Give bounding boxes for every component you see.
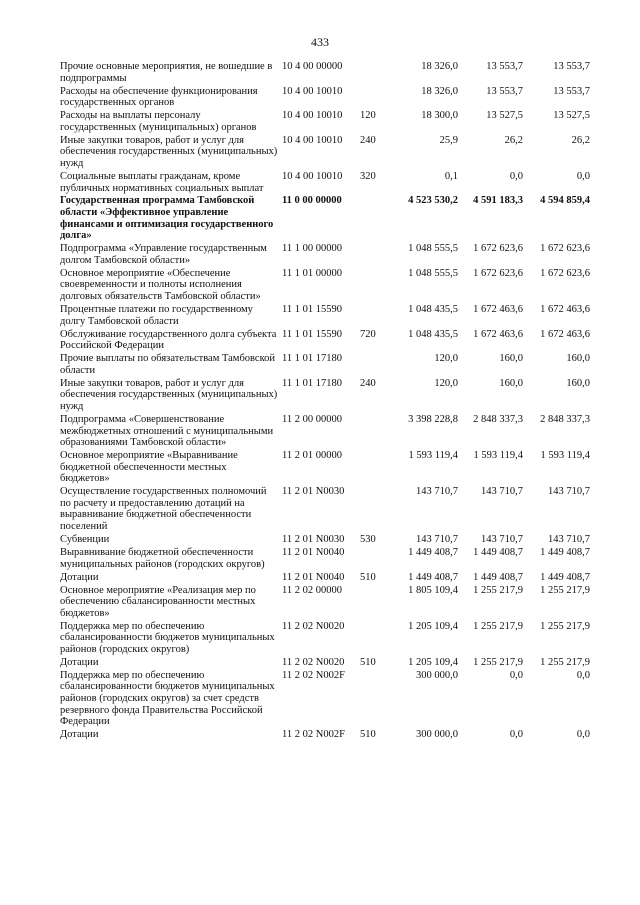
row-amount-year-1: 25,9 <box>439 134 458 146</box>
row-amount-year-2: 13 553,7 <box>486 85 523 97</box>
row-amount-year-2: 143 710,7 <box>481 534 523 546</box>
row-name: Прочие основные мероприятия, не вошедшие в подпрограммы <box>60 61 273 84</box>
row-name: Осуществление государственных полномочий по расчету и предоставлению дотаций на выравнивание бюджетной обеспеченности поселений <box>60 486 267 533</box>
row-expense-type: 510 <box>360 656 376 668</box>
row-name: Подпрограмма «Совершенствование межбюджетных отношений с муниципальными образованиями Тамбовской области» <box>60 413 274 449</box>
row-target-code: 11 2 02 N0020 <box>282 656 345 668</box>
row-amount-year-1: 143 710,7 <box>416 534 458 546</box>
row-amount-year-2: 1 672 623,6 <box>473 243 523 255</box>
row-target-code: 10 4 00 10010 <box>282 170 343 182</box>
row-name: Обслуживание государственного долга субъекта Российской Федерации <box>60 328 277 352</box>
row-expense-type <box>360 450 386 486</box>
row-amount-year-3: 1 255 217,9 <box>540 620 590 632</box>
row-amount-year-1: 1 205 109,4 <box>408 656 458 668</box>
table-row <box>60 729 590 742</box>
row-name: Подпрограмма «Управление государственным долгом Тамбовской области» <box>60 243 267 266</box>
row-amount-year-3: 1 672 623,6 <box>540 267 590 279</box>
row-amount-year-1: 143 710,7 <box>416 486 458 498</box>
row-expense-type <box>360 414 386 450</box>
row-expense-type <box>360 61 386 86</box>
row-amount-year-3: 1 672 463,6 <box>540 304 590 315</box>
row-target-code: 11 2 02 00000 <box>282 584 342 596</box>
row-amount-year-3: 0,0 <box>576 729 590 741</box>
table-row <box>60 534 590 547</box>
row-expense-type: 240 <box>360 377 376 389</box>
row-name: Дотации <box>60 729 99 741</box>
row-amount-year-3: 4 594 859,4 <box>540 195 590 207</box>
row-amount-year-1: 120,0 <box>434 377 458 389</box>
row-amount-year-1: 3 398 228,8 <box>408 413 458 425</box>
row-amount-year-1: 1 593 119,4 <box>408 450 458 462</box>
table-row <box>60 86 590 111</box>
row-expense-type: 510 <box>360 571 376 583</box>
row-amount-year-1: 0,1 <box>444 170 458 182</box>
row-amount-year-1: 300 000,0 <box>416 729 458 741</box>
row-amount-year-1: 18 300,0 <box>421 110 458 122</box>
row-amount-year-3: 0,0 <box>576 170 590 182</box>
row-target-code: 10 4 00 10010 <box>282 85 343 97</box>
table-row <box>60 657 590 670</box>
row-amount-year-3: 1 255 217,9 <box>540 584 590 596</box>
row-target-code: 11 2 02 N0020 <box>282 620 345 632</box>
row-amount-year-1: 1 048 555,5 <box>408 243 458 255</box>
row-amount-year-2: 4 591 183,3 <box>473 195 523 207</box>
row-target-code: 10 4 00 10010 <box>282 110 343 122</box>
row-expense-type <box>360 353 386 378</box>
row-amount-year-3: 1 593 119,4 <box>540 450 590 462</box>
row-name: Расходы на обеспечение функционирования государственных органов <box>60 85 258 109</box>
row-expense-type <box>360 670 386 729</box>
row-amount-year-1: 1 449 408,7 <box>408 571 458 583</box>
row-target-code: 11 1 01 15590 <box>282 328 342 340</box>
table-row <box>60 572 590 585</box>
row-amount-year-2: 1 593 119,4 <box>473 450 523 462</box>
table-row <box>60 268 590 304</box>
table-row <box>60 353 590 378</box>
table-row <box>60 585 590 621</box>
row-target-code: 11 1 00 00000 <box>282 243 342 255</box>
row-amount-year-3: 0,0 <box>576 669 590 681</box>
table-row <box>60 547 590 572</box>
row-amount-year-3: 1 255 217,9 <box>540 656 590 668</box>
row-amount-year-1: 4 523 530,2 <box>408 195 458 207</box>
row-amount-year-2: 143 710,7 <box>481 486 523 498</box>
row-amount-year-3: 160,0 <box>566 377 590 389</box>
table-row <box>60 171 590 196</box>
row-name: Иные закупки товаров, работ и услуг для обеспечения государственных (муниципальных) нужд <box>60 134 278 169</box>
row-target-code: 11 1 01 00000 <box>282 267 342 279</box>
table-row <box>60 243 590 268</box>
row-amount-year-2: 1 449 408,7 <box>473 547 523 558</box>
table-row <box>60 450 590 486</box>
table-row <box>60 329 590 354</box>
row-amount-year-1: 1 205 109,4 <box>408 620 458 632</box>
row-amount-year-2: 160,0 <box>499 377 523 389</box>
table-row <box>60 414 590 450</box>
row-target-code: 11 2 00 00000 <box>282 413 342 425</box>
row-amount-year-2: 26,2 <box>504 134 523 146</box>
row-amount-year-2: 1 672 463,6 <box>473 328 523 340</box>
row-amount-year-2: 0,0 <box>509 170 523 182</box>
row-name: Расходы на выплаты персоналу государственных (муниципальных) органов <box>60 110 257 133</box>
row-expense-type <box>360 304 386 329</box>
row-expense-type: 240 <box>360 134 376 146</box>
row-amount-year-3: 1 449 408,7 <box>540 571 590 583</box>
row-target-code: 11 2 02 N002F <box>282 729 345 741</box>
row-amount-year-1: 18 326,0 <box>421 85 458 97</box>
row-name: Субвенции <box>60 534 110 546</box>
row-name: Социальные выплаты гражданам, кроме публичных нормативных социальных выплат <box>60 170 264 194</box>
row-target-code: 11 1 01 15590 <box>282 304 342 315</box>
row-amount-year-1: 1 449 408,7 <box>408 547 458 558</box>
table-row <box>60 304 590 329</box>
row-amount-year-2: 2 848 337,3 <box>473 413 523 425</box>
row-amount-year-2: 1 255 217,9 <box>473 584 523 596</box>
table-row <box>60 61 590 86</box>
row-target-code: 11 2 01 N0030 <box>282 486 345 498</box>
row-name: Прочие выплаты по обязательствам Тамбовской области <box>60 353 276 376</box>
row-expense-type <box>360 243 386 268</box>
row-amount-year-1: 1 048 435,5 <box>408 304 458 315</box>
row-amount-year-2: 13 553,7 <box>486 61 523 72</box>
row-amount-year-1: 300 000,0 <box>416 669 458 681</box>
budget-table <box>60 61 590 742</box>
row-amount-year-2: 0,0 <box>509 729 523 741</box>
row-target-code: 11 1 01 17180 <box>282 377 342 389</box>
row-amount-year-1: 1 048 555,5 <box>408 267 458 279</box>
row-target-code: 10 4 00 10010 <box>282 134 343 146</box>
table-row <box>60 110 590 135</box>
table-row <box>60 135 590 171</box>
table-row <box>60 670 590 729</box>
page-number: 433 <box>311 35 329 49</box>
row-amount-year-2: 13 527,5 <box>486 110 523 122</box>
row-amount-year-3: 26,2 <box>571 134 590 146</box>
row-target-code: 10 4 00 00000 <box>282 61 343 72</box>
row-target-code: 11 2 01 N0030 <box>282 534 345 546</box>
row-name: Дотации <box>60 656 99 668</box>
row-amount-year-3: 143 710,7 <box>548 534 590 546</box>
row-expense-type: 510 <box>360 729 376 741</box>
row-amount-year-3: 13 553,7 <box>553 61 590 72</box>
row-name: Государственная программа Тамбовской области «Эффективное управление финансами и оптимизация государственного долга» <box>60 195 274 242</box>
row-name: Дотации <box>60 571 99 583</box>
row-amount-year-3: 2 848 337,3 <box>540 413 590 425</box>
row-amount-year-3: 1 449 408,7 <box>540 547 590 558</box>
budget-table-body <box>60 61 590 742</box>
row-expense-type: 720 <box>360 328 376 340</box>
row-amount-year-2: 1 449 408,7 <box>473 571 523 583</box>
row-amount-year-3: 143 710,7 <box>548 486 590 498</box>
row-name: Основное мероприятие «Обеспечение своевременности и полноты исполнения долговых обязательств Тамбовской области» <box>60 267 261 303</box>
row-name: Выравнивание бюджетной обеспеченности муниципальных районов (городских округов) <box>60 547 265 570</box>
row-amount-year-1: 120,0 <box>434 353 458 365</box>
table-row <box>60 195 590 243</box>
row-amount-year-2: 1 672 463,6 <box>473 304 523 315</box>
row-expense-type: 320 <box>360 170 376 182</box>
row-name: Поддержка мер по обеспечению сбалансированности бюджетов муниципальных районов (городских округов) за счет средств резервного фонда Правительства Российской Федерации <box>60 669 275 728</box>
row-target-code: 11 2 01 N0040 <box>282 547 345 558</box>
table-row <box>60 486 590 534</box>
row-name: Основное мероприятие «Реализация мер по обеспечению сбалансированности местных бюджетов» <box>60 584 256 619</box>
row-name: Основное мероприятие «Выравнивание бюджетной обеспеченности местных бюджетов» <box>60 450 238 485</box>
row-name: Поддержка мер по обеспечению сбалансированности бюджетов муниципальных районов (городских округов) <box>60 620 275 655</box>
row-amount-year-3: 13 553,7 <box>553 85 590 97</box>
row-expense-type <box>360 86 386 111</box>
row-amount-year-3: 1 672 463,6 <box>540 328 590 340</box>
row-expense-type <box>360 268 386 304</box>
row-name: Иные закупки товаров, работ и услуг для обеспечения государственных (муниципальных) нужд <box>60 377 278 412</box>
row-amount-year-3: 1 672 623,6 <box>540 243 590 255</box>
row-expense-type: 120 <box>360 110 376 122</box>
row-amount-year-1: 1 805 109,4 <box>408 584 458 596</box>
row-amount-year-1: 18 326,0 <box>421 61 458 72</box>
table-row <box>60 621 590 657</box>
row-target-code: 11 2 01 00000 <box>282 450 342 462</box>
row-expense-type <box>360 195 386 243</box>
row-expense-type: 530 <box>360 534 376 546</box>
row-target-code: 11 2 02 N002F <box>282 669 345 681</box>
row-amount-year-2: 0,0 <box>509 669 523 681</box>
row-amount-year-2: 1 255 217,9 <box>473 656 523 668</box>
row-amount-year-2: 160,0 <box>499 353 523 365</box>
row-amount-year-2: 1 672 623,6 <box>473 267 523 279</box>
row-expense-type <box>360 621 386 657</box>
row-amount-year-3: 160,0 <box>566 353 590 365</box>
row-target-code: 11 2 01 N0040 <box>282 571 345 583</box>
row-expense-type <box>360 585 386 621</box>
row-expense-type <box>360 547 386 572</box>
row-amount-year-1: 1 048 435,5 <box>408 328 458 340</box>
table-row <box>60 378 590 414</box>
row-expense-type <box>360 486 386 534</box>
row-target-code: 11 1 01 17180 <box>282 353 342 365</box>
row-amount-year-3: 13 527,5 <box>553 110 590 122</box>
row-target-code: 11 0 00 00000 <box>282 195 342 207</box>
row-amount-year-2: 1 255 217,9 <box>473 620 523 632</box>
row-name: Процентные платежи по государственному долгу Тамбовской области <box>60 304 253 327</box>
